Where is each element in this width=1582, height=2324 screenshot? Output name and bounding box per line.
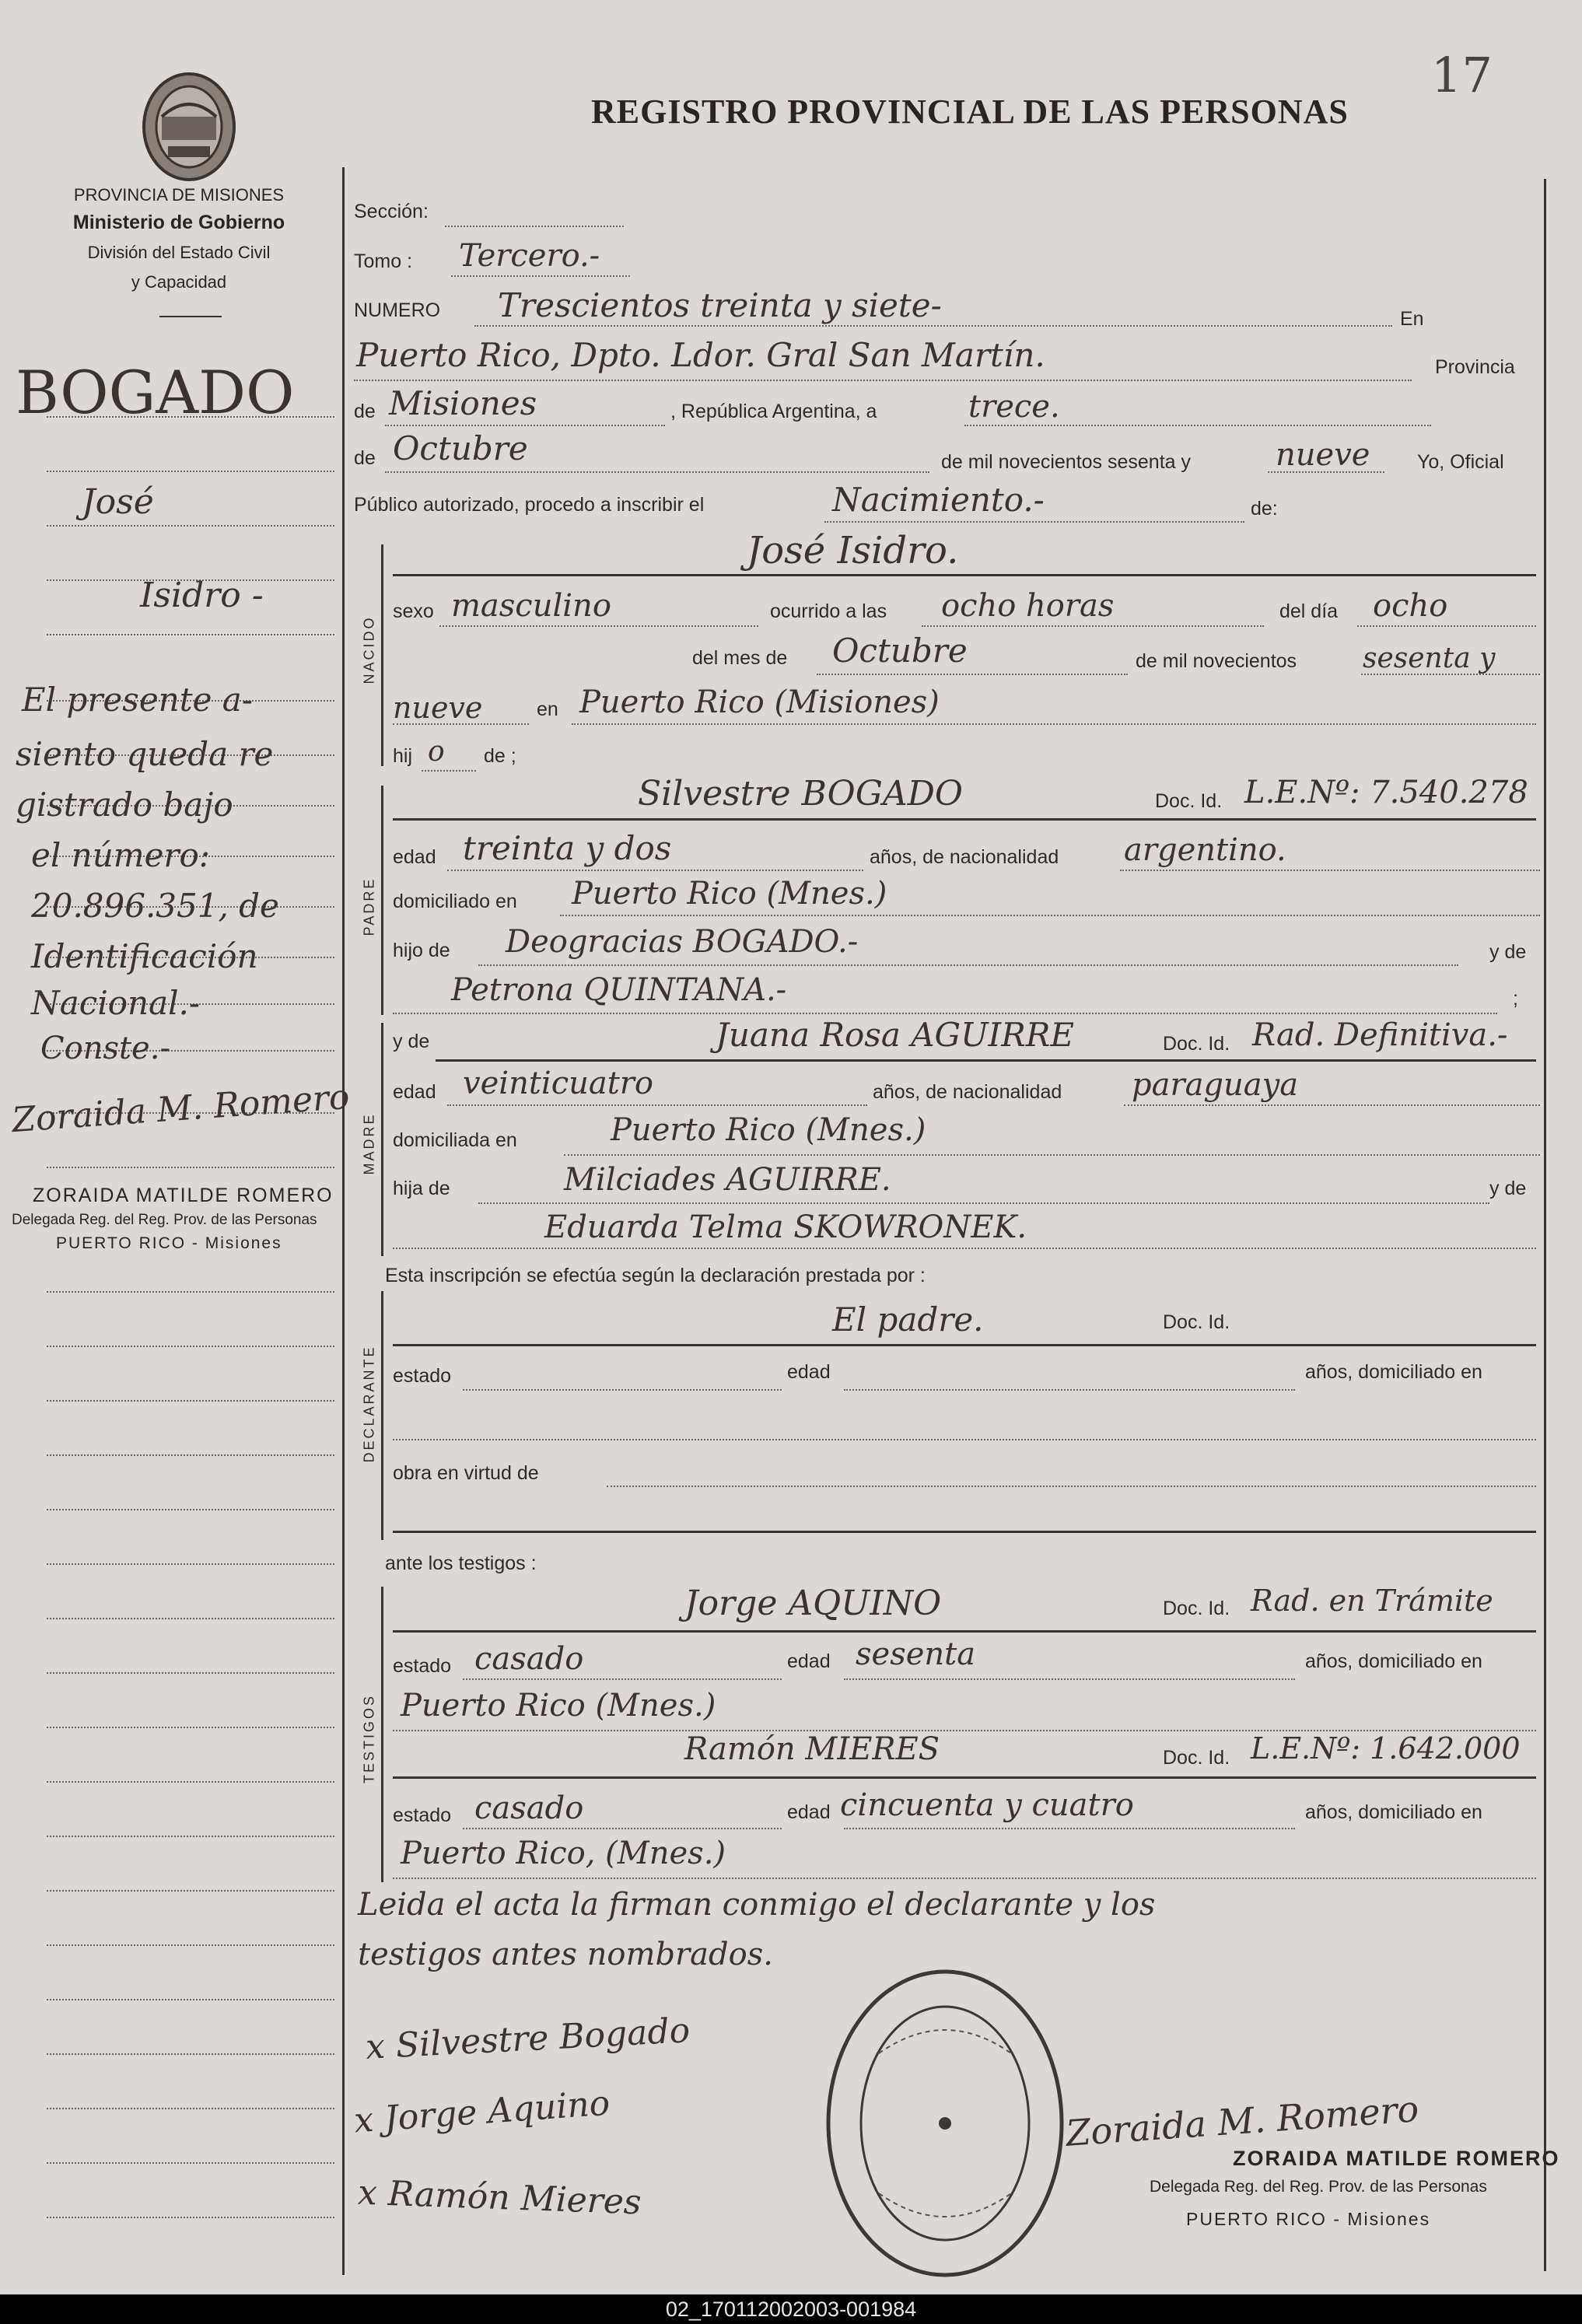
label-declarante-doc: Doc. Id. [1163, 1311, 1230, 1333]
margin-rule [47, 634, 334, 635]
margin-note-7: Nacional.- [31, 984, 201, 1022]
label-testigo-2-estado: estado [393, 1804, 452, 1826]
margin-rule [47, 1781, 334, 1783]
capacity-line: y Capacidad [131, 272, 227, 292]
label-en: En [1400, 308, 1424, 330]
value-acto: Nacimiento.- [832, 481, 1045, 519]
ministry-name: Ministerio de Gobierno [72, 212, 285, 233]
official-round-stamp [817, 1960, 1073, 2287]
value-lugar-nac: Puerto Rico (Misiones) [579, 684, 940, 720]
label-declarante-edad: edad [787, 1361, 831, 1383]
margin-rule [47, 2217, 334, 2218]
margin-note-3: gistrado bajo [16, 786, 233, 824]
value-testigo-2-estado: casado [474, 1790, 584, 1826]
margin-signature: Zoraida M. Romero [10, 1076, 351, 1141]
label-semicolon: ; [1513, 988, 1518, 1010]
bottom-stamp-role: Delegada Reg. del Reg. Prov. de las Personas [1150, 2178, 1487, 2196]
label-y-de-1: y de [1489, 941, 1527, 963]
value-hora: ocho horas [941, 588, 1115, 624]
label-del-dia: del día [1279, 600, 1339, 622]
margin-divider [342, 167, 345, 2275]
declarante-bracket [381, 1291, 383, 1540]
margin-rule [47, 1727, 334, 1728]
value-numero: Trescientos treinta y siete- [498, 286, 942, 324]
value-testigo-1-dom: Puerto Rico (Mnes.) [401, 1688, 716, 1724]
value-hijo-letra: o [428, 736, 445, 768]
signature-father: x Silvestre Bogado [364, 2011, 691, 2067]
label-testigo-1-anos: años, domiciliado en [1305, 1650, 1482, 1672]
value-mes: Octubre [393, 429, 528, 467]
label-declarante-anos: años, domiciliado en [1305, 1361, 1482, 1383]
value-anio-nac-b: nueve [393, 691, 483, 725]
margin-rule [47, 1167, 334, 1168]
margin-rule [47, 1509, 334, 1510]
value-testigo-2-dom: Puerto Rico, (Mnes.) [401, 1836, 726, 1871]
label-provincia: Provincia [1435, 356, 1515, 378]
value-dia-texto: trece. [968, 389, 1060, 425]
label-nacido: NACIDO [361, 615, 377, 684]
label-seccion: Sección: [354, 201, 429, 222]
label-padre-anos: años, de nacionalidad [870, 846, 1059, 868]
value-testigo-2-edad: cincuenta y cuatro [840, 1787, 1134, 1823]
value-padre-nombre: Silvestre BOGADO [638, 774, 963, 814]
margin-rule [47, 1836, 334, 1837]
margin-rule [47, 2053, 334, 2055]
margin-note-4: el número: [31, 836, 210, 874]
label-testigos: TESTIGOS [361, 1694, 377, 1784]
label-madre-dom: domiciliada en [393, 1129, 517, 1151]
label-declarante: DECLARANTE [361, 1345, 377, 1463]
label-yo-oficial: Yo, Oficial [1417, 451, 1504, 473]
label-testigo-1-edad: edad [787, 1650, 831, 1672]
margin-note-8: Conste.- [40, 1031, 170, 1066]
value-testigo-1-doc: Rad. en Trámite [1251, 1584, 1493, 1618]
label-hija-de: hija de [393, 1178, 450, 1199]
margin-rule [47, 2162, 334, 2164]
label-mil-nov: de mil novecientos [1136, 650, 1297, 672]
margin-rule [47, 1999, 334, 2000]
label-padre-dom: domiciliado en [393, 891, 517, 912]
label-hij: hij [393, 745, 413, 767]
label-madre: MADRE [361, 1112, 377, 1175]
margin-rule [47, 1400, 334, 1402]
value-dia: ocho [1373, 588, 1448, 624]
margin-note-1: El presente a- [22, 681, 254, 719]
closing-line-1: Leida el acta la firman conmigo el declarante y los [358, 1887, 1156, 1923]
label-testigo-2-edad: edad [787, 1801, 831, 1823]
label-madre-doc: Doc. Id. [1163, 1033, 1230, 1055]
label-hijo-de: hijo de [393, 940, 450, 961]
label-testigo-2-doc: Doc. Id. [1163, 1747, 1230, 1769]
label-y-de-madre: y de [393, 1031, 430, 1052]
testigos-bracket [381, 1587, 383, 1882]
margin-stamp-name: ZORAIDA MATILDE ROMERO [33, 1185, 334, 1206]
label-padre-edad: edad [393, 846, 436, 868]
margin-rule [47, 1944, 334, 1946]
value-anio: nueve [1276, 437, 1370, 473]
label-declarante-estado: estado [393, 1365, 452, 1387]
value-padre-edad: treinta y dos [463, 829, 672, 867]
value-madre-doc: Rad. Definitiva.- [1252, 1017, 1508, 1053]
value-testigo-2: Ramón MIERES [684, 1731, 940, 1767]
value-abuelo-m: Milciades AGUIRRE. [564, 1162, 891, 1198]
label-obra: obra en virtud de [393, 1462, 539, 1484]
value-padre-nac: argentino. [1124, 832, 1286, 868]
label-de-semi: de ; [484, 745, 516, 767]
label-mil-sesenta: de mil novecientos sesenta y [941, 451, 1192, 473]
right-border [1544, 179, 1546, 2271]
margin-rule [47, 1672, 334, 1674]
label-ocurrido: ocurrido a las [770, 600, 887, 622]
value-padre-dom: Puerto Rico (Mnes.) [572, 876, 887, 912]
label-madre-anos: años, de nacionalidad [873, 1081, 1062, 1103]
value-abuela-p: Petrona QUINTANA.- [451, 972, 787, 1008]
label-padre-doc: Doc. Id. [1155, 790, 1223, 812]
value-madre-edad: veinticuatro [463, 1066, 653, 1101]
province-name: PROVINCIA DE MISIONES [73, 185, 285, 205]
value-provincia: Misiones [389, 384, 537, 422]
value-madre-nombre: Juana Rosa AGUIRRE [716, 1016, 1074, 1054]
label-de: de [354, 401, 376, 422]
margin-rule [47, 1454, 334, 1456]
margin-rule [47, 1890, 334, 1892]
margin-note-6: Identificación [31, 937, 258, 975]
label-declaracion: Esta inscripción se efectúa según la declaración prestada por : [385, 1265, 926, 1286]
label-de-2: de [354, 447, 376, 469]
label-en-word: en [537, 698, 558, 720]
value-testigo-1: Jorge AQUINO [684, 1584, 942, 1623]
margin-note-2: siento queda re [16, 735, 274, 773]
label-tomo: Tomo : [354, 250, 413, 272]
provincial-crest-logo [138, 68, 240, 185]
label-de-colon: de: [1251, 498, 1278, 520]
value-testigo-1-edad: sesenta [856, 1636, 976, 1672]
margin-note-5: 20.896.351, de [31, 887, 279, 925]
document-title: REGISTRO PROVINCIAL DE LAS PERSONAS [591, 93, 1349, 131]
label-testigo-1-estado: estado [393, 1655, 452, 1677]
label-numero: NUMERO [354, 299, 441, 321]
image-caption: 02_170112002003-001984 [0, 2294, 1582, 2324]
label-padre: PADRE [361, 877, 377, 936]
nacido-bracket [381, 544, 383, 766]
label-testigo-2-anos: años, domiciliado en [1305, 1801, 1482, 1823]
margin-rule [47, 1563, 334, 1565]
label-ante-testigos: ante los testigos : [385, 1552, 537, 1574]
bottom-stamp-name: ZORAIDA MATILDE ROMERO [1233, 2147, 1560, 2170]
value-padre-doc: L.E.Nº: 7.540.278 [1244, 775, 1528, 810]
margin-rule [47, 1346, 334, 1347]
value-lugar: Puerto Rico, Dpto. Ldor. Gral San Martín. [356, 336, 1045, 374]
margin-rule [47, 2108, 334, 2109]
label-y-de-2: y de [1489, 1178, 1527, 1199]
value-sexo: masculino [451, 588, 611, 624]
value-tomo: Tercero.- [459, 238, 600, 274]
margin-rule [47, 525, 334, 527]
margin-rule [47, 1618, 334, 1619]
label-del-mes: del mes de [692, 647, 788, 669]
value-abuelo-p: Deogracias BOGADO.- [506, 924, 859, 960]
label-publico: Público autorizado, procedo a inscribir el [354, 494, 705, 516]
label-madre-edad: edad [393, 1081, 436, 1103]
signature-official: Zoraida M. Romero [1064, 2088, 1420, 2154]
closing-line-2: testigos antes nombrados. [358, 1937, 773, 1972]
value-abuela-m: Eduarda Telma SKOWRONEK. [544, 1209, 1027, 1245]
bottom-stamp-place: PUERTO RICO - Misiones [1186, 2209, 1431, 2229]
value-madre-dom: Puerto Rico (Mnes.) [611, 1112, 926, 1148]
value-madre-nac: paraguaya [1132, 1067, 1299, 1103]
value-nacido-nombre: José Isidro. [747, 529, 959, 572]
madre-bracket [381, 1023, 383, 1256]
margin-surname: BOGADO [16, 358, 295, 427]
value-declarante: El padre. [832, 1300, 984, 1339]
margin-stamp-place: PUERTO RICO - Misiones [56, 1234, 282, 1252]
margin-name-2: Isidro - [140, 576, 264, 615]
signature-witness-2: x Ramón Mieres [357, 2172, 642, 2223]
value-mes-nac: Octubre [832, 632, 968, 670]
margin-stamp-role: Delegada Reg. del Reg. Prov. de las Personas [12, 1212, 317, 1228]
header-rule [159, 316, 222, 317]
margin-rule [47, 471, 334, 472]
value-testigo-1-estado: casado [474, 1641, 584, 1677]
margin-name-1: José [82, 482, 154, 522]
signature-witness-1: x Jorge Aquino [352, 2083, 611, 2141]
division-name: División del Estado Civil [87, 243, 271, 262]
label-republica: , República Argentina, a [670, 401, 877, 422]
value-anio-nac-a: sesenta y [1363, 642, 1496, 674]
padre-bracket [381, 786, 383, 1015]
label-sexo: sexo [393, 600, 434, 622]
page-number: 17 [1431, 47, 1493, 103]
label-testigo-1-doc: Doc. Id. [1163, 1598, 1230, 1619]
value-testigo-2-doc: L.E.Nº: 1.642.000 [1251, 1731, 1521, 1766]
margin-rule [47, 1291, 334, 1293]
